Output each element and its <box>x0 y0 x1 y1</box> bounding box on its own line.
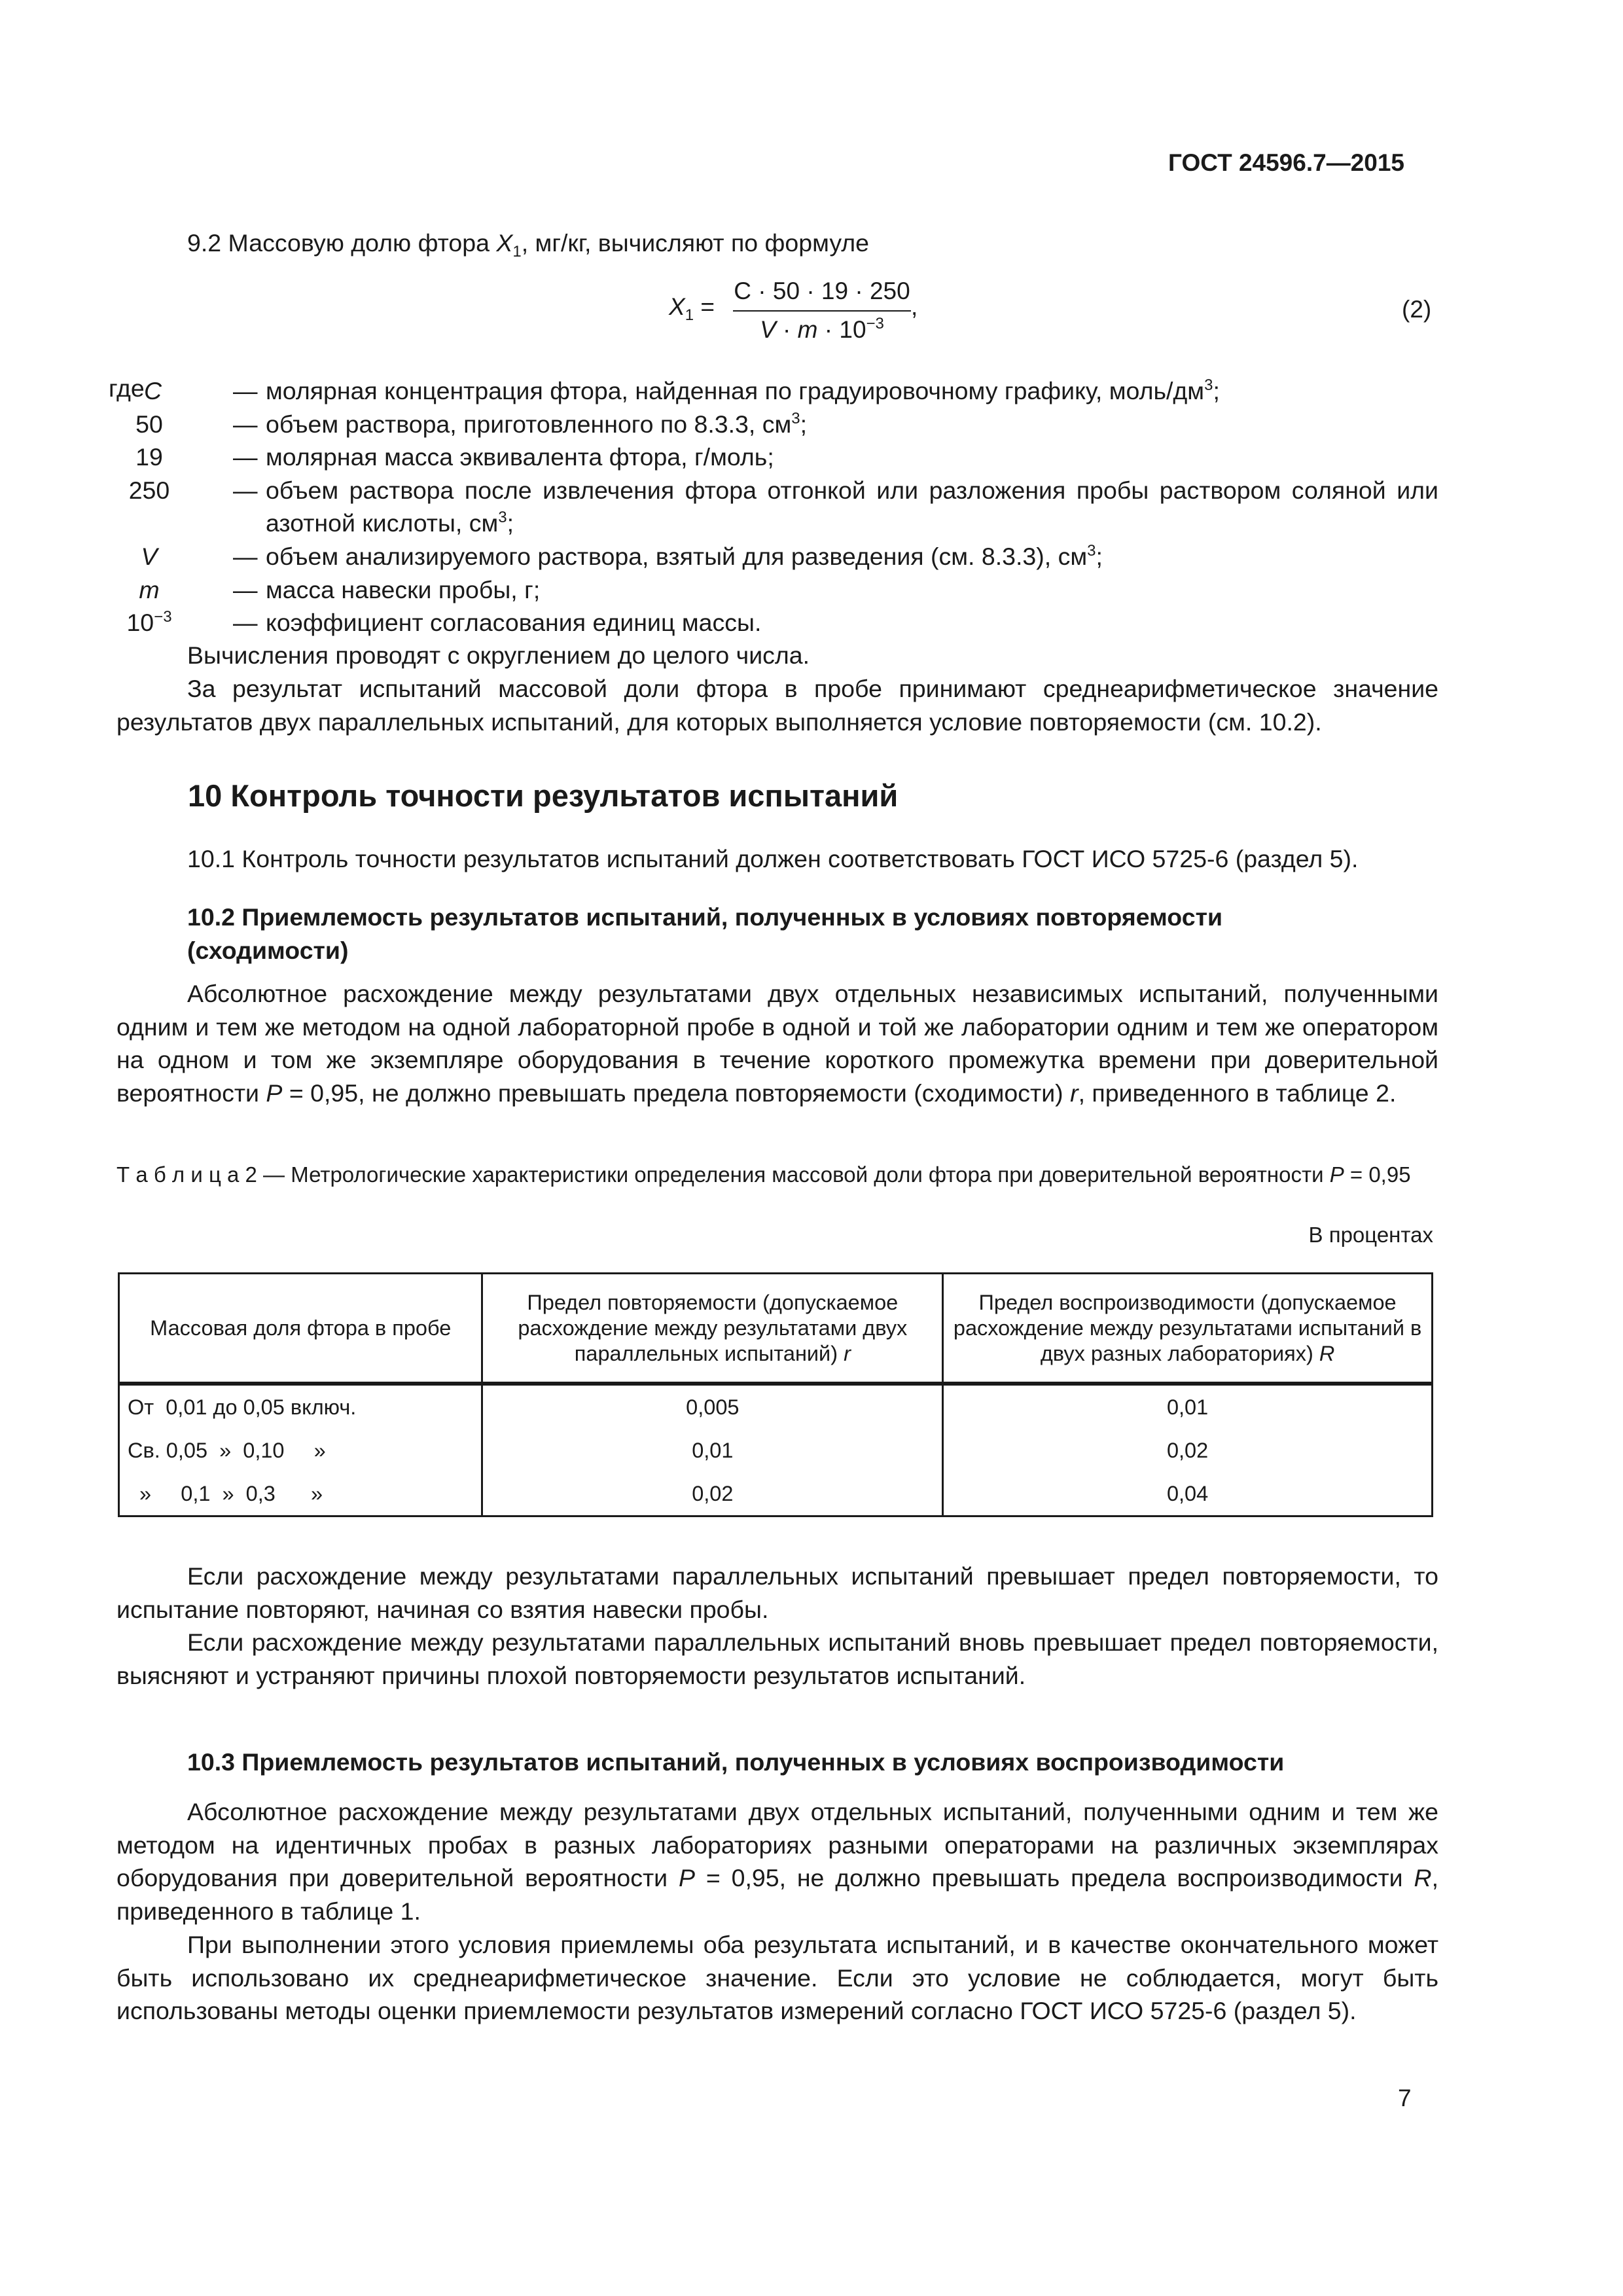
section-10-3-heading: 10.3 Приемлемость результатов испытаний, полученных в условиях воспроизводимости <box>187 1748 1285 1776</box>
legend-row: m — масса навески пробы, г; <box>139 575 541 603</box>
legend-where: где <box>109 374 145 402</box>
equation-number: (2) <box>1402 296 1432 323</box>
paragraph-10-3-final: При выполнении этого условия приемлемы оба результата испытаний, и в качестве окончательного может быть использовано их среднеарифметическое значение. Если это условие не соблюдается, могут быть использованы методы оценки приемлемости результатов измерений согласно ГОСТ ИСО 5725-6 (раздел 5). <box>116 1931 1438 2025</box>
table-unit: В процентах <box>1308 1223 1433 1247</box>
metrology-table <box>118 1272 1433 1517</box>
section-10-2-heading: 10.2 Приемлемость результатов испытаний, полученных в условиях повторяемости (сходимости) <box>187 903 1222 964</box>
table-2-caption: Т а б л и ц а 2 — Метрологические характеристики определения массовой доли фтора при доверительной вероятности P = 0,95 <box>116 1162 1411 1187</box>
legend-row: C — молярная концентрация фтора, найденная по градуировочному графику, моль/$дм^3$; <box>144 376 1220 404</box>
cell-R: 0,04 <box>943 1472 1433 1516</box>
cell-range: Св. 0,05 » 0,10 » <box>119 1429 482 1472</box>
header-repeatability: Предел повторяемости (допускаемое расхождение между результатами двух параллельных испытаний) r <box>482 1274 943 1384</box>
section-10-heading: 10 Контроль точности результатов испытаний <box>188 778 899 813</box>
document-header: ГОСТ 24596.7—2015 <box>1168 149 1405 176</box>
cell-range: От 0,01 до 0,05 включ. <box>119 1384 482 1429</box>
paragraph-rounding: Вычисления проводят с округлением до целого числа. <box>187 641 810 669</box>
legend-row: 50 — объем раствора, приготовленного по 8.3.3, $см^3$; <box>135 409 808 438</box>
formula-denominator: $V \cdot m \cdot 10^{-3}$ <box>760 315 884 343</box>
cell-range: » 0,1 » 0,3 » <box>119 1472 482 1516</box>
cell-r: 0,005 <box>482 1384 943 1429</box>
paragraph-10-3: Абсолютное расхождение между результатами двух отдельных испытаний, полученными одним и тем же методом на идентичных пробах в разных лабораториях разными операторами на различных экземплярах оборудования при доверительной вероятности P = 0,95, не должно превышать предела воспроизводимости R, приведенного в таблице 1. <box>116 1798 1438 1925</box>
page-number: 7 <box>1398 2085 1412 2111</box>
paragraph-result: За результат испытаний массовой доли фтора в пробе принимают среднеарифметическое значение результатов двух параллельных испытаний, для которых выполняется условие повторяемости (см. 10.2). <box>116 675 1438 736</box>
paragraph-repeat-causes: Если расхождение между результатами параллельных испытаний вновь превышает предел повторяемости, выясняют и устраняют причины плохой повторяемости результатов испытаний. <box>116 1628 1438 1689</box>
table-header-row <box>119 1274 1433 1384</box>
legend-row: 19 — молярная масса эквивалента фтора, г/моль; <box>135 443 774 471</box>
cell-r: 0,01 <box>482 1429 943 1472</box>
paragraph-9-2: 9.2 Массовую долю фтора $X_1$, мг/кг, вычисляют по формуле <box>187 229 869 260</box>
table-row <box>119 1384 1433 1429</box>
cell-R: 0,02 <box>943 1429 1433 1472</box>
header-mass-fraction: Массовая доля фтора в пробе <box>119 1274 482 1384</box>
paragraph-10-1: 10.1 Контроль точности результатов испытаний должен соответствовать ГОСТ ИСО 5725-6 (раздел 5). <box>187 845 1359 872</box>
legend-row: $10^{-3}$ — коэффициент согласования единиц массы. <box>126 608 762 637</box>
formula-numerator: C · 50 · 19 · 250 <box>734 278 910 304</box>
table-row <box>119 1472 1433 1516</box>
paragraph-10-2: Абсолютное расхождение между результатами двух отдельных независимых испытаний, полученными одним и тем же методом на одной лабораторной пробе в одной и той же лаборатории одним и тем же оператором на одном и том же экземпляре оборудования в течение короткого промежутка времени при доверительной вероятности P = 0,95, не должно превышать предела повторяемости (сходимости) r, приведенного в таблице 2. <box>116 980 1438 1107</box>
formula-fraction <box>724 275 920 348</box>
formula-2: $X_1$ = C · 50 · 19 · 250 $V \cdot m \cdot 10^{-3}$ , <box>661 275 949 353</box>
table-row <box>119 1429 1433 1472</box>
legend-row: V — объем анализируемого раствора, взятый для разведения (см. 8.3.3), $см^3$; <box>141 541 1103 570</box>
paragraph-repeat-test: Если расхождение между результатами параллельных испытаний превышает предел повторяемости, то испытание повторяют, начиная со взятия навески пробы. <box>116 1562 1438 1623</box>
legend-row: 250 — объем раствора после извлечения фтора отгонкой или разложения пробы раствором соляной или азотной кислоты, $см^3$; <box>128 476 1438 537</box>
cell-R: 0,01 <box>943 1384 1433 1429</box>
formula-legend <box>109 374 1438 639</box>
header-reproducibility: Предел воспроизводимости (допускаемое расхождение между результатами испытаний в двух разных лабораториях) R <box>943 1274 1433 1384</box>
cell-r: 0,02 <box>482 1472 943 1516</box>
